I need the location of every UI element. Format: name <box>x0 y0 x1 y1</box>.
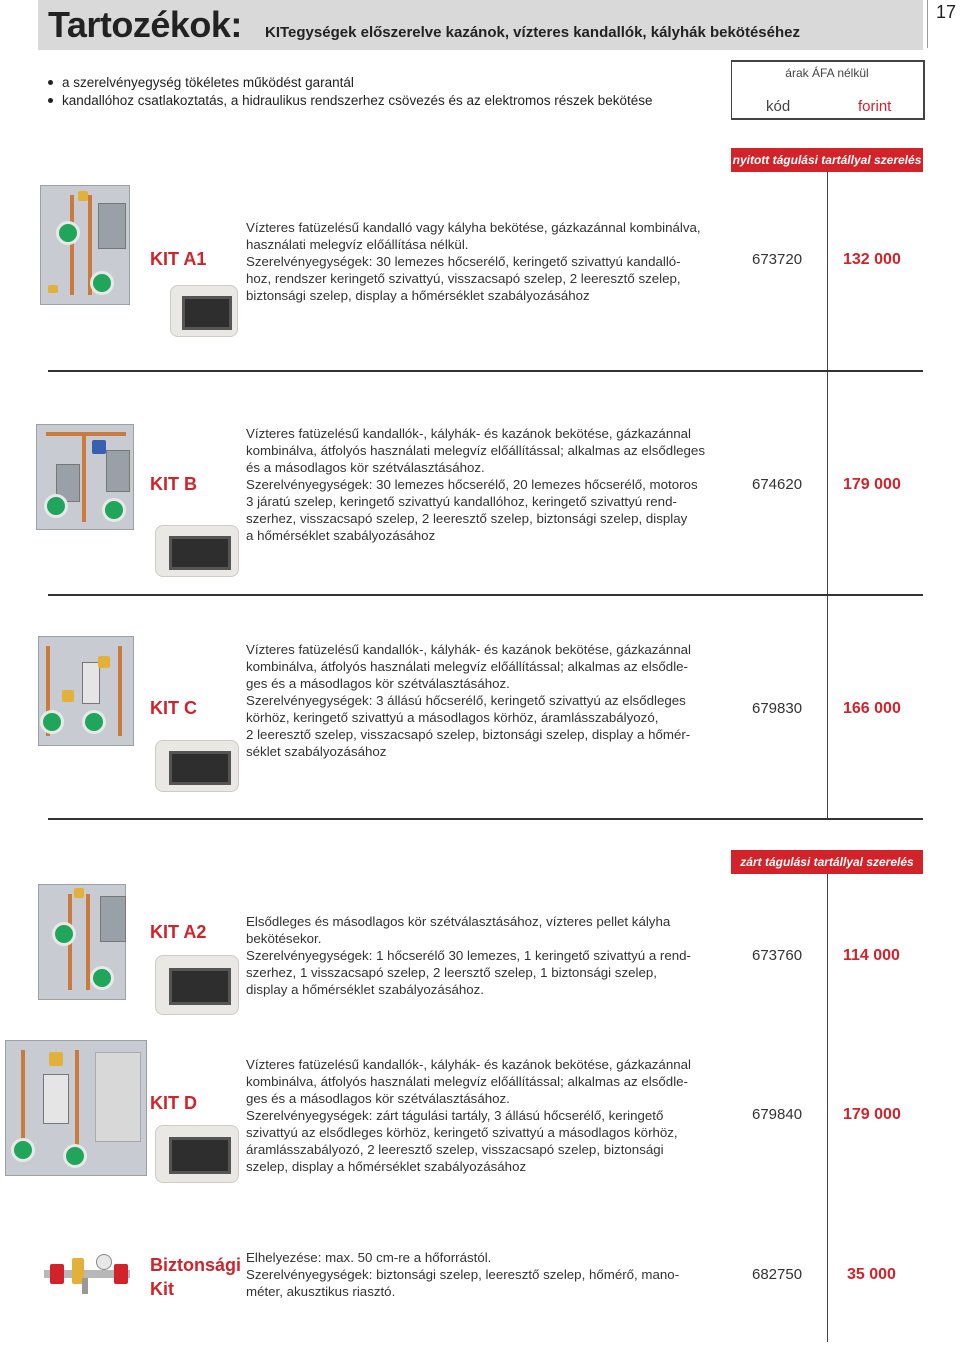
column-divider <box>827 596 828 820</box>
desc-line: hoz, rendszer keringető szivattyú, visszacsapó szelep, 2 leeresztő szelep, <box>246 271 681 286</box>
column-divider <box>827 1202 828 1342</box>
desc-line: 3 járatú szelep, keringető szivattyú kandallóhoz, keringető szivattyú rend- <box>246 494 677 509</box>
safety-kit-image <box>42 1250 132 1298</box>
code-column-label: kód <box>766 98 791 115</box>
price-column-label: forint <box>858 98 892 115</box>
desc-line: Vízteres fatüzelésű kandallók-, kályhák- és kazánok bekötése, gázkazánnal <box>246 1057 691 1072</box>
kit-code: 679840 <box>752 1106 803 1123</box>
desc-line: kombinálva, átfolyós használati melegvíz előállítással; alkalmas az elsődle- <box>246 1074 688 1089</box>
page-title: Tartozékok: <box>48 4 242 45</box>
desc-line: Elhelyezése: max. 50 cm-re a hőforrástól. <box>246 1250 492 1265</box>
desc-line: 2 leeresztő szelep, visszacsapó szelep, biztonsági szelep, display a hőmér- <box>246 727 691 742</box>
kit-name: KIT D <box>150 1093 197 1113</box>
desc-line: áramlásszabályozó, 2 leeresztő szelep, visszacsapó szelep, biztonsági <box>246 1142 664 1157</box>
desc-line: Vízteres fatüzelésű kandallók-, kályhák- és kazánok bekötése, gázkazánnal <box>246 426 691 441</box>
row-separator <box>48 594 923 596</box>
desc-line: Szerelvényegységek: zárt tágulási tartály, 3 állású hőcserélő, keringető <box>246 1108 664 1123</box>
desc-line: display a hőmérséklet szabályozásához. <box>246 982 484 997</box>
kit-a2-display-image <box>155 955 240 1015</box>
bullet-item <box>48 75 354 90</box>
kit-code: 673760 <box>752 947 803 964</box>
kit-price: 179 000 <box>843 476 901 493</box>
desc-line: kombinálva, átfolyós használati melegvíz előállítással; alkalmas az elsődle- <box>246 659 688 674</box>
desc-line: Vízteres fatüzelésű kandallók-, kályhák- és kazánok bekötése, gázkazánnal <box>246 642 691 657</box>
desc-line: használati melegvíz előállítása nélkül. <box>246 237 469 252</box>
kit-name <box>150 1253 241 1301</box>
section-banner-closed: zárt tágulási tartállyal szerelés <box>731 850 923 874</box>
desc-line: szerhez, 1 visszacsapó szelep, 2 leersztő szelep, 1 biztonsági szelep, <box>246 965 657 980</box>
desc-line: szivattyú az elsődleges körhöz, keringető szivattyú a másodlagos körhöz, <box>246 1125 678 1140</box>
kit-a1-image <box>40 185 140 305</box>
kit-name: KIT C <box>150 698 197 718</box>
desc-line: méter, akusztikus riasztó. <box>246 1284 396 1299</box>
desc-line: ges és a másodlagos kör szétválasztásához. <box>246 1091 510 1106</box>
desc-line: Szerelvényegységek: 30 lemezes hőcserélő, keringető szivattyú kandalló- <box>246 254 681 269</box>
section-banner-open: nyitott tágulási tartállyal szerelés <box>731 148 923 172</box>
kit-name: KIT A1 <box>150 249 207 269</box>
desc-line: Vízteres fatüzelésű kandalló vagy kályha bekötése, gázkazánnal kombinálva, <box>246 220 701 235</box>
kit-description <box>246 425 705 544</box>
page-subtitle: KITegységek előszerelve kazánok, vízteres kandallók, kályhák bekötéséhez <box>265 24 800 41</box>
kit-price: 132 000 <box>843 251 901 268</box>
kit-a2-image <box>38 884 138 1004</box>
kit-name: KIT A2 <box>150 922 207 942</box>
kit-description <box>246 641 691 760</box>
kit-d-display-image <box>155 1125 240 1183</box>
bullet-text: a szerelvényegység tökéletes működést garantál <box>62 75 354 90</box>
kit-a1-display-image <box>170 285 238 337</box>
kit-price: 35 000 <box>847 1266 896 1283</box>
page-number-divider <box>927 0 928 48</box>
column-divider <box>827 1032 828 1202</box>
kit-price: 179 000 <box>843 1106 901 1123</box>
desc-line: és a másodlagos kör szétválasztásához. <box>246 460 485 475</box>
desc-line: Szerelvényegységek: 1 hőcserélő 30 lemezes, 1 keringető szivattyú a rend- <box>246 948 691 963</box>
desc-line: Elsődleges és másodlagos kör szétválasztásához, vízteres pellet kályha <box>246 914 671 929</box>
desc-line: Szerelvényegységek: 30 lemezes hőcserélő, 20 lemezes hőcserélő, motoros <box>246 477 698 492</box>
kit-name: KIT B <box>150 474 197 494</box>
row-separator <box>48 818 923 820</box>
desc-line: a hőmérséklet szabályozásához <box>246 528 436 543</box>
kit-code: 673720 <box>752 251 803 268</box>
bullet-item <box>48 93 653 108</box>
kit-c-display-image <box>155 740 240 792</box>
desc-line: körhöz, keringető szivattyú a másodlagos körhöz, áramlásszabályozó, <box>246 710 659 725</box>
kit-code: 679830 <box>752 700 803 717</box>
kit-price: 166 000 <box>843 700 901 717</box>
column-divider <box>827 874 828 1032</box>
kit-c-image <box>38 636 138 748</box>
desc-line: szerhez, visszacsapó szelep, 2 leeresztő szelep, biztonsági szelep, display <box>246 511 688 526</box>
kit-description <box>246 913 691 998</box>
kit-name-line: Kit <box>150 1279 174 1299</box>
bullet-text: kandallóhoz csatlakoztatás, a hidraulikus rendszerhez csövezés és az elektromos részek bekötése <box>62 93 653 108</box>
column-divider <box>827 372 828 596</box>
kit-code: 682750 <box>752 1266 803 1283</box>
kit-b-display-image <box>155 525 240 577</box>
desc-line: biztonsági szelep, display a hőmérséklet szabályozásához <box>246 288 590 303</box>
desc-line: bekötésekor. <box>246 931 322 946</box>
kit-b-image <box>36 424 136 532</box>
desc-line: Szerelvényegységek: 3 állású hőcserélő, keringető szivattyú az elsődleges <box>246 693 686 708</box>
kit-code: 674620 <box>752 476 803 493</box>
kit-description <box>246 1056 691 1175</box>
row-separator <box>48 370 923 372</box>
desc-line: kombinálva, átfolyós használati melegvíz előállítással; alkalmas az elsődleges <box>246 443 705 458</box>
desc-line: ges és a másodlagos kör szétválasztásához. <box>246 676 510 691</box>
desc-line: séklet szabályozásához <box>246 744 387 759</box>
kit-description <box>246 1249 679 1300</box>
kit-name-line: Biztonsági <box>150 1255 242 1275</box>
kit-d-image <box>5 1040 145 1178</box>
kit-description <box>246 219 701 304</box>
kit-price: 114 000 <box>843 947 900 964</box>
desc-line: Szerelvényegységek: biztonsági szelep, leeresztő szelep, hőmérő, mano- <box>246 1267 680 1282</box>
desc-line: szelep, display a hőmérséklet szabályozásához <box>246 1159 527 1174</box>
price-header-title: árak ÁFA nélkül <box>785 66 869 80</box>
page-number: 17 <box>936 2 957 22</box>
column-divider <box>827 172 828 372</box>
